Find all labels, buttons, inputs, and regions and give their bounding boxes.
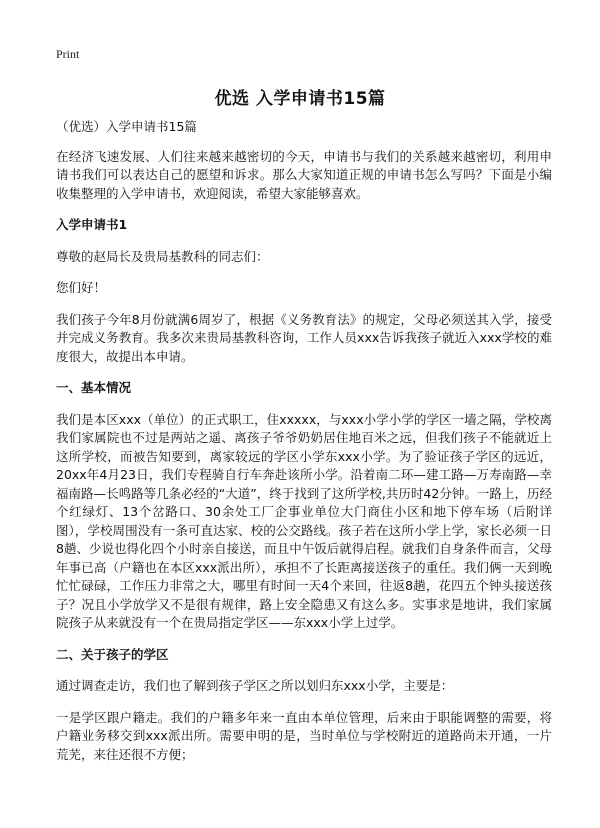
document-title: 优选 入学申请书15篇 xyxy=(214,89,386,109)
body-paragraph-3: 通过调查走访，我们也了解到孩子学区之所以划归东xxx小学，主要是： xyxy=(56,678,454,693)
heading-school-district: 二、关于孩子的学区 xyxy=(56,646,169,662)
body-paragraph-2: 我们是本区xxx（单位）的正式职工，住xxxxx，与xxx小学小学的学区一墙之隔，学校离我们家属院也不过是两站之遥、离孩子爷爷奶奶居住地百米之远，但我们孩子不能就近上这所学校，而被告知要到，离家较远的学区小学东xxx小学。为了验证孩子学区的远近，20xx年4月23日，我们专程骑自行车奔赴该所小学。沿着南二环—建工路—万寿南路—幸福南路—长鸣路等几条必经的“大道”，终于找到了这所学校,共历时42分钟。一路上，历经个红绿灯、13个岔路口、30余处工厂企事业单位大门商住小区和地下停车场（后附详图），学校周围没有一条可直达家、校的公交路线。孩子若在这所小学上学，家长必须一日8趟、少说也得化四个小时亲自接送，而且中午饭后就得启程。就我们自身条件而言，父母年事已高（户籍也在本区xxx派出所），承担不了长距离接送孩子的重任。我们俩一天到晚忙忙碌碌，工作压力非常之大，哪里有时间一天4个来回，往返8趟，花四五个钟头接送孩子？况且小学放学又不是很有规律，路上安全隐患又有这么多。实事求是地讲，我们家属院孩子从来就没有一个在贵局指定学区——东xxx小学上过学。 xyxy=(56,411,552,630)
section-heading-1: 入学申请书1 xyxy=(56,217,128,232)
greeting: 您们好！ xyxy=(56,280,107,295)
heading-basic-info: 一、基本情况 xyxy=(56,380,132,395)
body-paragraph-4: 一是学区跟户籍走。我们的户籍多年来一直由本单位管理，后来由于职能调整的需要，将户籍业务移交到xxx派出所。需要申明的是，当时单位与学校附近的道路尚未开通，一片荒芜，来往还很不方便； xyxy=(56,709,552,762)
body-paragraph-1: 我们孩子今年8月份就满6周岁了，根据《义务教育法》的规定，父母必须送其入学，接受并完成义务教育。我多次来贵局基教科咨询，工作人员xxx告诉我孩子就近入xxx学校的难度很大，故提出本申请。 xyxy=(56,311,552,364)
print-label[interactable]: Print xyxy=(56,47,80,61)
intro-paragraph: 在经济飞速发展、人们往来越来越密切的今天，申请书与我们的关系越来越密切，利用申请书我们可以表达自己的愿望和诉求。那么大家知道正规的申请书怎么写吗？下面是小编收集整理的入学申请书，欢迎阅读，希望大家能够喜欢。 xyxy=(56,148,552,201)
document-body xyxy=(56,118,552,777)
document-subtitle: （优选）入学申请书15篇 xyxy=(56,119,197,134)
salutation: 尊敬的赵局长及贵局基教科的同志们： xyxy=(56,248,269,264)
